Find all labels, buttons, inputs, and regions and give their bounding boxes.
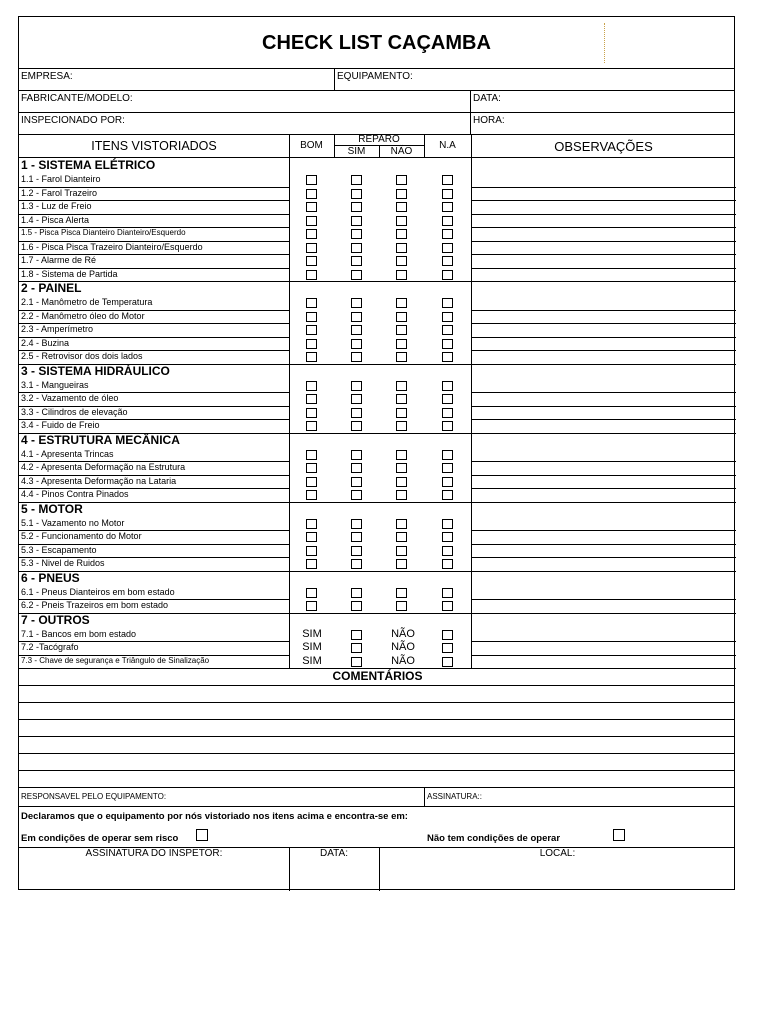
checklist-item: 4.3 - Apresenta Deformação na Lataria xyxy=(21,475,177,486)
bom-checkbox[interactable] xyxy=(306,588,317,598)
bom-checkbox[interactable] xyxy=(306,381,317,391)
bom-checkbox[interactable] xyxy=(306,559,317,569)
assinatura-label: ASSINATURA:: xyxy=(427,792,482,801)
checklist-item: 1.8 - Sistema de Partida xyxy=(21,268,118,279)
bom-checkbox[interactable] xyxy=(306,339,317,349)
header-row-empresa xyxy=(19,69,734,91)
reparo-nao-checkbox[interactable] xyxy=(396,463,407,473)
reparo-sim-checkbox[interactable] xyxy=(351,463,362,473)
bom-checkbox[interactable] xyxy=(306,189,317,199)
na-checkbox[interactable] xyxy=(442,559,453,569)
section-title: 5 - MOTOR xyxy=(21,501,83,516)
section-title: 6 - PNEUS xyxy=(21,570,80,585)
reparo-sim-checkbox[interactable] xyxy=(351,256,362,266)
na-checkbox[interactable] xyxy=(442,381,453,391)
reparo-sim-checkbox[interactable] xyxy=(351,519,362,529)
reparo-sim-checkbox[interactable] xyxy=(351,588,362,598)
na-checkbox[interactable] xyxy=(442,519,453,529)
reparo-nao-checkbox[interactable] xyxy=(396,588,407,598)
empresa-field[interactable]: EMPRESA: xyxy=(21,71,73,82)
reparo-nao-checkbox[interactable] xyxy=(396,298,407,308)
reparo-nao-checkbox[interactable] xyxy=(396,477,407,487)
checklist-item: 6.1 - Pneus Dianteiros em bom estado xyxy=(21,586,175,597)
reparo-sim-checkbox[interactable] xyxy=(351,394,362,404)
reparo-nao-checkbox[interactable] xyxy=(396,325,407,335)
sim-label: SIM xyxy=(302,641,322,653)
bom-checkbox[interactable] xyxy=(306,202,317,212)
na-checkbox[interactable] xyxy=(442,189,453,199)
reparo-nao-checkbox[interactable] xyxy=(396,339,407,349)
reparo-nao-checkbox[interactable] xyxy=(396,256,407,266)
declaration-text: Declaramos que o equipamento por nós vistoriado nos itens acima e encontra-se em: xyxy=(21,811,408,822)
bom-checkbox[interactable] xyxy=(306,519,317,529)
checklist-item: 3.1 - Mangueiras xyxy=(21,379,89,390)
page-title: CHECK LIST CAÇAMBA xyxy=(19,17,734,69)
inspecionado-field[interactable]: INSPECIONADO POR: xyxy=(21,115,125,126)
reparo-sim-checkbox[interactable] xyxy=(351,408,362,418)
bom-checkbox[interactable] xyxy=(306,532,317,542)
equipamento-field[interactable]: EQUIPAMENTO: xyxy=(337,71,413,82)
sim-label: SIM xyxy=(302,654,322,667)
reparo-sim-checkbox[interactable] xyxy=(351,325,362,335)
na-checkbox[interactable] xyxy=(442,352,453,362)
reparo-sim-checkbox[interactable] xyxy=(351,216,362,226)
na-checkbox[interactable] xyxy=(442,601,453,611)
reparo-nao-checkbox[interactable] xyxy=(396,519,407,529)
reparo-nao-checkbox[interactable] xyxy=(396,490,407,500)
header-row-inspecionado xyxy=(19,113,734,135)
reparo-nao-checkbox[interactable] xyxy=(396,546,407,556)
na-checkbox[interactable] xyxy=(442,450,453,460)
checklist-item: 2.2 - Manômetro óleo do Motor xyxy=(21,310,145,321)
em-condicoes-label: Em condições de operar sem risco xyxy=(21,833,179,844)
checklist-sheet xyxy=(18,16,735,890)
reparo-sim-checkbox[interactable] xyxy=(351,243,362,253)
checklist-item: 7.2 -Tacógrafo xyxy=(21,642,79,652)
checklist-item: 3.3 - Cilindros de elevação xyxy=(21,406,128,417)
na-checkbox[interactable] xyxy=(442,588,453,598)
hora-field[interactable]: HORA: xyxy=(473,115,505,126)
reparo-sim-checkbox[interactable] xyxy=(351,450,362,460)
reparo-sim-checkbox[interactable] xyxy=(351,202,362,212)
col-bom: BOM xyxy=(300,140,323,151)
bom-checkbox[interactable] xyxy=(306,450,317,460)
na-checkbox[interactable] xyxy=(442,394,453,404)
reparo-nao-checkbox[interactable] xyxy=(396,532,407,542)
col-reparo: REPARO xyxy=(358,134,400,145)
reparo-sim-checkbox[interactable] xyxy=(351,189,362,199)
na-checkbox[interactable] xyxy=(442,408,453,418)
em-condicoes-checkbox[interactable] xyxy=(196,829,208,841)
checklist-item: 1.7 - Alarme de Ré xyxy=(21,255,97,265)
bom-checkbox[interactable] xyxy=(306,216,317,226)
assinatura-inspetor-label: ASSINATURA DO INSPETOR: xyxy=(85,848,223,859)
bom-checkbox[interactable] xyxy=(306,463,317,473)
na-checkbox[interactable] xyxy=(442,532,453,542)
bom-checkbox[interactable] xyxy=(306,298,317,308)
na-checkbox[interactable] xyxy=(442,229,453,239)
nao-label: NÃO xyxy=(391,627,415,640)
reparo-sim-checkbox[interactable] xyxy=(351,601,362,611)
bom-checkbox[interactable] xyxy=(306,243,317,253)
nao-label: NÃO xyxy=(391,641,415,653)
reparo-nao-checkbox[interactable] xyxy=(396,270,407,280)
checklist-item: 2.4 - Buzina xyxy=(21,337,70,348)
checklist-item: 2.3 - Amperímetro xyxy=(21,324,94,334)
nao-checkbox[interactable] xyxy=(442,643,453,653)
checklist-item: 1.6 - Pisca Pisca Trazeiro Dianteiro/Esquerdo xyxy=(21,241,203,252)
nao-checkbox[interactable] xyxy=(442,630,453,640)
reparo-nao-checkbox[interactable] xyxy=(396,312,407,322)
na-checkbox[interactable] xyxy=(442,463,453,473)
reparo-nao-checkbox[interactable] xyxy=(396,216,407,226)
checklist-item: 5.3 - Nivel de Ruidos xyxy=(21,558,105,568)
col-nao: NÃO xyxy=(390,146,413,157)
reparo-sim-checkbox[interactable] xyxy=(351,312,362,322)
checklist-item: 2.5 - Retrovisor dos dois lados xyxy=(21,351,143,361)
na-checkbox[interactable] xyxy=(442,339,453,349)
reparo-sim-checkbox[interactable] xyxy=(351,339,362,349)
reparo-sim-checkbox[interactable] xyxy=(351,532,362,542)
na-checkbox[interactable] xyxy=(442,312,453,322)
sim-checkbox[interactable] xyxy=(351,630,362,640)
reparo-nao-checkbox[interactable] xyxy=(396,381,407,391)
checklist-item: 3.2 - Vazamento de óleo xyxy=(21,393,119,403)
checklist-item: 4.2 - Apresenta Deformação na Estrutura xyxy=(21,462,186,472)
reparo-nao-checkbox[interactable] xyxy=(396,202,407,212)
na-checkbox[interactable] xyxy=(442,298,453,308)
na-checkbox[interactable] xyxy=(442,202,453,212)
nao-checkbox[interactable] xyxy=(442,657,453,667)
bom-checkbox[interactable] xyxy=(306,312,317,322)
bom-checkbox[interactable] xyxy=(306,408,317,418)
bom-checkbox[interactable] xyxy=(306,352,317,362)
reparo-sim-checkbox[interactable] xyxy=(351,477,362,487)
responsavel-label: RESPONSAVEL PELO EQUIPAMENTO: xyxy=(21,792,167,801)
decorative-marker xyxy=(604,23,606,63)
comentarios-title: COMENTÁRIOS xyxy=(332,669,423,683)
checklist-item: 5.1 - Vazamento no Motor xyxy=(21,517,125,528)
footer-data-label: DATA: xyxy=(320,848,348,859)
reparo-nao-checkbox[interactable] xyxy=(396,559,407,569)
reparo-sim-checkbox[interactable] xyxy=(351,421,362,431)
reparo-sim-checkbox[interactable] xyxy=(351,298,362,308)
reparo-nao-checkbox[interactable] xyxy=(396,394,407,404)
nao-tem-checkbox[interactable] xyxy=(613,829,625,841)
checklist-item: 4.1 - Apresenta Trincas xyxy=(21,448,114,459)
na-checkbox[interactable] xyxy=(442,421,453,431)
checklist-item: 3.4 - Fuido de Freio xyxy=(21,420,100,430)
sim-checkbox[interactable] xyxy=(351,643,362,653)
local-label: LOCAL: xyxy=(539,848,576,859)
reparo-sim-checkbox[interactable] xyxy=(351,490,362,500)
header-row-fabricante xyxy=(19,91,734,113)
reparo-nao-checkbox[interactable] xyxy=(396,229,407,239)
na-checkbox[interactable] xyxy=(442,175,453,185)
col-itens: ITENS VISTORIADOS xyxy=(91,139,217,153)
checklist-item: 7.1 - Bancos em bom estado xyxy=(21,628,137,639)
bom-checkbox[interactable] xyxy=(306,325,317,335)
bom-checkbox[interactable] xyxy=(306,490,317,500)
bom-checkbox[interactable] xyxy=(306,256,317,266)
reparo-nao-checkbox[interactable] xyxy=(396,189,407,199)
checklist-item: 7.3 - Chave de segurança e Triângulo de Sinalização xyxy=(21,655,210,665)
reparo-nao-checkbox[interactable] xyxy=(396,175,407,185)
bom-checkbox[interactable] xyxy=(306,601,317,611)
fabricante-field[interactable]: FABRICANTE/MODELO: xyxy=(21,93,133,104)
reparo-sim-checkbox[interactable] xyxy=(351,381,362,391)
checklist-item: 1.1 - Farol Dianteiro xyxy=(21,174,101,184)
section-title: 2 - PAINEL xyxy=(21,281,82,295)
checklist-item: 2.1 - Manômetro de Temperatura xyxy=(21,297,153,307)
bom-checkbox[interactable] xyxy=(306,421,317,431)
reparo-sim-checkbox[interactable] xyxy=(351,352,362,362)
reparo-sim-checkbox[interactable] xyxy=(351,229,362,239)
section-title: 3 - SISTEMA HIDRÁULICO xyxy=(21,363,170,378)
data-field[interactable]: DATA: xyxy=(473,93,501,104)
nao-label: NÃO xyxy=(391,654,415,667)
na-checkbox[interactable] xyxy=(442,546,453,556)
nao-tem-label: Não tem condições de operar xyxy=(427,833,561,844)
reparo-sim-checkbox[interactable] xyxy=(351,270,362,280)
reparo-sim-checkbox[interactable] xyxy=(351,559,362,569)
bom-checkbox[interactable] xyxy=(306,477,317,487)
reparo-nao-checkbox[interactable] xyxy=(396,450,407,460)
na-checkbox[interactable] xyxy=(442,477,453,487)
bom-checkbox[interactable] xyxy=(306,394,317,404)
checklist-item: 1.5 - Pisca Pisca Dianteiro Dianteiro/Esquerdo xyxy=(21,228,186,237)
reparo-nao-checkbox[interactable] xyxy=(396,352,407,362)
section-title: 7 - OUTROS xyxy=(21,612,90,627)
checklist-item: 5.2 - Funcionamento do Motor xyxy=(21,531,142,541)
reparo-sim-checkbox[interactable] xyxy=(351,546,362,556)
col-na: N.A xyxy=(439,140,456,151)
na-checkbox[interactable] xyxy=(442,216,453,226)
bom-checkbox[interactable] xyxy=(306,175,317,185)
bom-checkbox[interactable] xyxy=(306,270,317,280)
sim-checkbox[interactable] xyxy=(351,657,362,667)
sim-label: SIM xyxy=(302,627,322,640)
reparo-nao-checkbox[interactable] xyxy=(396,601,407,611)
na-checkbox[interactable] xyxy=(442,243,453,253)
section-title: 4 - ESTRUTURA MECÂNICA xyxy=(21,432,180,447)
section-title: 1 - SISTEMA ELÉTRICO xyxy=(21,158,156,172)
checklist-item: 4.4 - Pinos Contra Pinados xyxy=(21,489,129,499)
reparo-sim-checkbox[interactable] xyxy=(351,175,362,185)
reparo-nao-checkbox[interactable] xyxy=(396,243,407,253)
na-checkbox[interactable] xyxy=(442,325,453,335)
na-checkbox[interactable] xyxy=(442,490,453,500)
checklist-item: 1.3 - Luz de Freio xyxy=(21,201,92,211)
reparo-nao-checkbox[interactable] xyxy=(396,421,407,431)
col-sim: SIM xyxy=(347,146,366,157)
checklist-item: 1.2 - Farol Trazeiro xyxy=(21,187,98,198)
reparo-nao-checkbox[interactable] xyxy=(396,408,407,418)
na-checkbox[interactable] xyxy=(442,256,453,266)
col-obs: OBSERVAÇÕES xyxy=(554,139,653,154)
na-checkbox[interactable] xyxy=(442,270,453,280)
bom-checkbox[interactable] xyxy=(306,546,317,556)
checklist-item: 5.3 - Escapamento xyxy=(21,544,97,555)
checklist-item: 1.4 - Pisca Alerta xyxy=(21,214,90,225)
bom-checkbox[interactable] xyxy=(306,229,317,239)
checklist-item: 6.2 - Pneis Trazeiros em bom estado xyxy=(21,600,169,610)
